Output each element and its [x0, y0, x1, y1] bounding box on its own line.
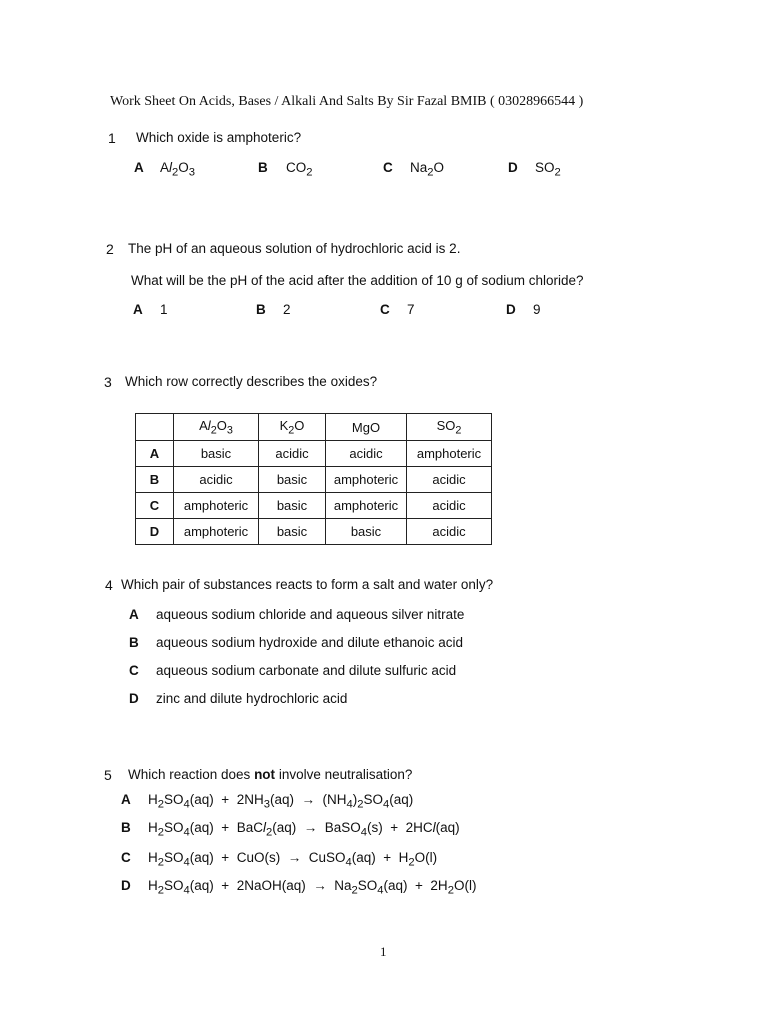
q2-option-b-letter: B: [256, 302, 266, 317]
oxides-table: [135, 413, 492, 545]
question-5-text-after: involve neutralisation?: [275, 767, 413, 782]
q2-option-d-text: 9: [533, 302, 541, 317]
q4-option-a-letter: A: [129, 607, 139, 622]
q1-option-d-text: $SO_2$: [535, 160, 561, 179]
table-cell: acidic: [407, 493, 492, 519]
q1-option-b-letter: B: [258, 160, 268, 175]
q5-option-a-letter: A: [121, 792, 131, 807]
table-row: [136, 519, 492, 545]
q4-option-c-letter: C: [129, 663, 139, 678]
question-5-text: [128, 767, 412, 782]
table-cell: acidic: [174, 467, 259, 493]
worksheet-title: Work Sheet On Acids, Bases / Alkali And Salts By Sir Fazal BMIB ( 03028966544 ): [110, 94, 584, 109]
q4-option-d-letter: D: [129, 691, 139, 706]
q2-option-a-letter: A: [133, 302, 143, 317]
q5-option-b-equation: $H_2SO_4(aq)$ + BaCl$_2$(aq) → BaSO$_4$(s) + 2HCl(aq): [148, 820, 460, 839]
q4-option-c-text: aqueous sodium carbonate and dilute sulfuric acid: [156, 663, 457, 678]
column-header-k2o: $K_2O$: [259, 414, 326, 441]
q1-option-a-text: $Al_2O_3$: [160, 160, 196, 179]
table-cell: basic: [259, 493, 326, 519]
table-cell: amphoteric: [407, 441, 492, 467]
question-2-number: 2: [106, 241, 114, 257]
question-4-number: 4: [105, 577, 113, 593]
q5-option-b-letter: B: [121, 820, 131, 835]
q1-option-a-letter: A: [134, 160, 144, 175]
table-row: [136, 441, 492, 467]
table-cell: amphoteric: [174, 519, 259, 545]
question-5-number: 5: [104, 767, 112, 783]
column-header-so2: $SO_2$: [407, 414, 492, 441]
row-label: C: [136, 493, 174, 519]
page-number: 1: [380, 944, 387, 959]
table-cell: basic: [326, 519, 407, 545]
table-header-row: [136, 414, 492, 441]
table-cell: acidic: [259, 441, 326, 467]
q4-option-b-letter: B: [129, 635, 139, 650]
q2-option-c-text: 7: [407, 302, 415, 317]
question-2-text-line2: What will be the pH of the acid after the addition of 10 g of sodium chloride?: [131, 273, 584, 288]
question-4-text: Which pair of substances reacts to form a salt and water only?: [121, 577, 494, 592]
table-cell: basic: [174, 441, 259, 467]
question-5-text-before: Which reaction does: [128, 767, 255, 782]
question-2-text: The pH of an aqueous solution of hydrochloric acid is 2.: [128, 241, 461, 256]
row-label: A: [136, 441, 174, 467]
row-label: B: [136, 467, 174, 493]
q1-option-b-text: $CO_2$: [286, 160, 313, 179]
row-label: D: [136, 519, 174, 545]
q4-option-d-text: zinc and dilute hydrochloric acid: [156, 691, 348, 706]
table-row: [136, 467, 492, 493]
table-cell: acidic: [326, 441, 407, 467]
q5-option-c-equation: $H_2SO_4(aq) + CuO(s)$ → CuSO$_4$(aq) + $H_2O(l)$: [148, 850, 438, 869]
q2-option-d-letter: D: [506, 302, 516, 317]
q1-option-d-letter: D: [508, 160, 518, 175]
question-1-number: 1: [108, 130, 116, 146]
q2-option-a-text: 1: [160, 302, 168, 317]
table-cell: basic: [259, 467, 326, 493]
table-cell: acidic: [407, 467, 492, 493]
q2-option-b-text: 2: [283, 302, 291, 317]
table-cell: basic: [259, 519, 326, 545]
q2-option-c-letter: C: [380, 302, 390, 317]
table-row: [136, 493, 492, 519]
table-cell: amphoteric: [326, 493, 407, 519]
question-3-number: 3: [104, 374, 112, 390]
question-5-text-bold: not: [254, 767, 276, 782]
q4-option-b-text: aqueous sodium hydroxide and dilute ethanoic acid: [156, 635, 463, 650]
q4-option-a-text: aqueous sodium chloride and aqueous silver nitrate: [156, 607, 465, 622]
column-header-al2o3: $Al_2O_3$: [174, 414, 259, 441]
question-3-text: Which row correctly describes the oxides?: [125, 374, 378, 389]
q5-option-c-letter: C: [121, 850, 131, 865]
column-header-mgo: MgO: [326, 414, 407, 441]
table-cell: amphoteric: [174, 493, 259, 519]
table-cell: acidic: [407, 519, 492, 545]
table-cell: amphoteric: [326, 467, 407, 493]
q1-option-c-letter: C: [383, 160, 393, 175]
q5-option-d-letter: D: [121, 878, 131, 893]
q1-option-c-text: $Na_2O$: [410, 160, 445, 179]
question-1-text: Which oxide is amphoteric?: [136, 130, 302, 145]
q5-option-d-equation: $H_2SO_4(aq)$ + 2NaOH(aq) → $Na_2SO_4(aq) + 2H_2O(l)$: [148, 878, 477, 897]
q5-option-a-equation: $H_2SO_4(aq) + 2NH_3(aq) \to (NH_4)_2SO_4(aq)$: [148, 792, 414, 811]
table-corner-cell: [136, 414, 174, 441]
